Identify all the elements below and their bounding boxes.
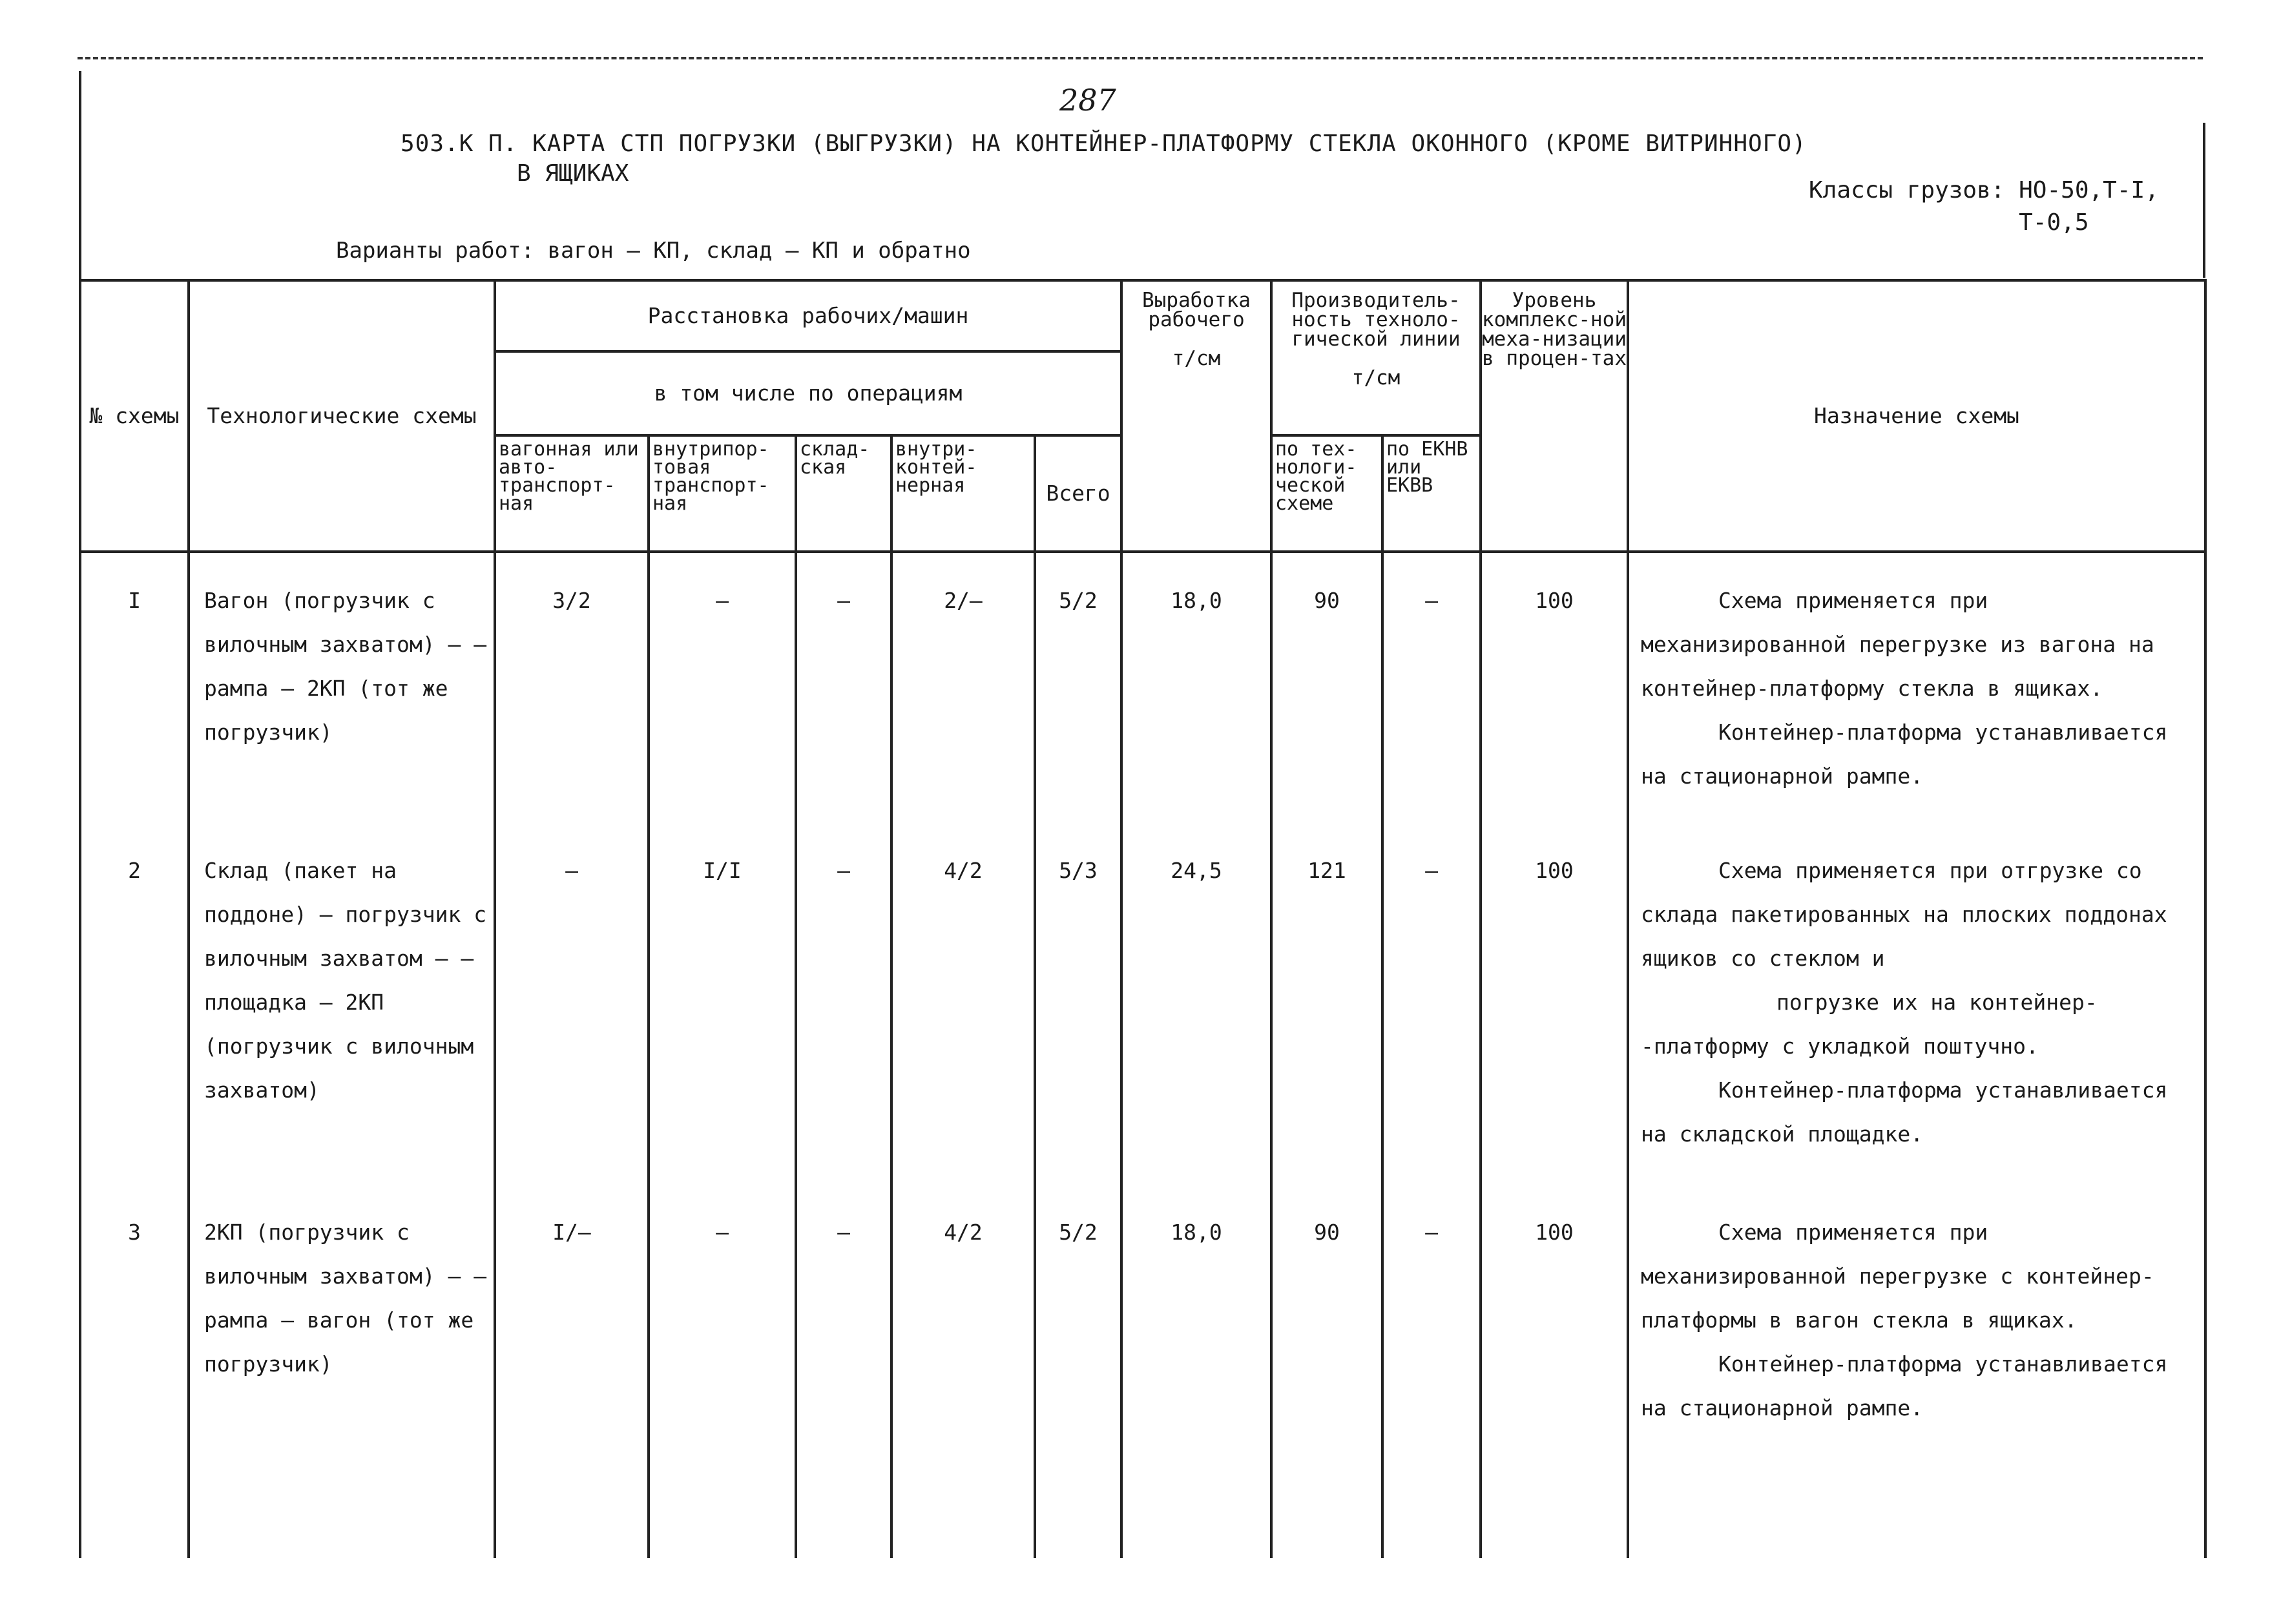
cell-prod-scheme: 90 [1271,1185,1382,1558]
cell-no: 2 [80,823,189,1185]
table-row [80,1185,2205,1558]
cargo-classes-value-1: НО-50,Т-I, [2019,177,2159,203]
cell-prod-scheme: 121 [1271,823,1382,1185]
cell-prod-eknv: – [1382,823,1481,1185]
document-title-line2: В ЯЩИКАХ [517,160,629,187]
cell-output: 24,5 [1121,823,1271,1185]
cell-container: 4/2 [891,823,1035,1185]
cargo-classes [1809,174,2159,239]
cargo-classes-values [2019,174,2159,239]
purpose-text: Контейнер-платформа устанавливается на стационарной рампе. [1641,720,2168,789]
header-output-unit: т/см [1172,347,1221,370]
header-productivity-unit: т/см [1351,366,1401,390]
cell-warehouse: – [796,1185,891,1558]
cell-mech: 100 [1481,1185,1628,1558]
header-op-internal: внутрипор-товая транспорт-ная [649,435,796,552]
cargo-classes-label: Классы грузов: [1809,177,2005,203]
purpose-text: Схема применяется при отгрузке со склада пакетированных на плоских поддонах ящиков со стеклом и [1641,858,2167,971]
cell-prod-scheme: 90 [1271,552,1382,823]
cell-internal: – [649,1185,796,1558]
cell-total: 5/3 [1035,823,1121,1185]
cell-container: 4/2 [891,1185,1035,1558]
header-op-container: внутри-контей-нерная [891,435,1035,552]
header-op-total: Всего [1035,435,1121,552]
header-productivity [1271,280,1481,435]
cell-container: 2/– [891,552,1035,823]
purpose-text: погрузке их на контейнер- [1776,990,2098,1015]
document-title: 503.К П. КАРТА СТП ПОГРУЗКИ (ВЫГРУЗКИ) НА КОНТЕЙНЕР-ПЛАТФОРМУ СТЕКЛА ОКОННОГО (КРОМЕ ВИТРИННОГО) [401,130,1807,157]
header-scheme-no: № схемы [80,280,189,552]
cell-scheme: 2КП (погрузчик с вилочным захватом) – – рампа – вагон (тот же погрузчик) [189,1185,495,1558]
cell-total: 5/2 [1035,552,1121,823]
cell-total: 5/2 [1035,1185,1121,1558]
header-output [1121,280,1271,552]
purpose-text: Схема применяется при механизированной перегрузке с контейнер-платформы в вагон стекла в ящиках. [1641,1220,2154,1333]
cell-prod-eknv: – [1382,1185,1481,1558]
purpose-text: Контейнер-платформа устанавливается на стационарной рампе. [1641,1351,2168,1421]
header-prod-by-eknv: по ЕКНВ или ЕКВВ [1382,435,1481,552]
cell-internal: – [649,552,796,823]
header-output-label: Выработка рабочего [1142,289,1251,331]
table-row [80,823,2205,1185]
cell-output: 18,0 [1121,552,1271,823]
header-mechanization: Уровень комплекс-ной меха-низации в процен-тах [1481,280,1628,552]
cell-mech: 100 [1481,552,1628,823]
page-number: 287 [1059,83,1116,118]
header-prod-by-scheme: по тех-нологи-ческой схеме [1271,435,1382,552]
purpose-text: Контейнер-платформа устанавливается на складской площадке. [1641,1077,2168,1147]
cell-purpose [1628,1185,2205,1558]
cell-wagon: 3/2 [495,552,649,823]
purpose-text: Схема применяется при механизированной перегрузке из вагона на контейнер-платформу стекла в ящиках. [1641,588,2154,701]
header-placement: Расстановка рабочих/машин [495,280,1121,351]
header-productivity-label: Производитель-ность техноло-гической линии [1291,289,1461,351]
cell-no: I [80,552,189,823]
header-op-wagon: вагонная или авто-транспорт-ная [495,435,649,552]
cell-mech: 100 [1481,823,1628,1185]
table-row [80,552,2205,823]
cell-purpose [1628,552,2205,823]
work-variants: Варианты работ: вагон – КП, склад – КП и обратно [336,238,971,264]
cell-output: 18,0 [1121,1185,1271,1558]
cell-scheme: Вагон (погрузчик с вилочным захватом) – – рампа – 2КП (тот же погрузчик) [189,552,495,823]
cargo-classes-value-2: Т-0,5 [2019,209,2089,236]
tech-schemes-table [79,279,2207,1558]
cell-prod-eknv: – [1382,552,1481,823]
right-border-line [2203,123,2205,278]
cell-scheme: Склад (пакет на поддоне) – погрузчик с вилочным захватом – – площадка – 2КП (погрузчик с вилочным захватом) [189,823,495,1185]
header-op-warehouse: склад-ская [796,435,891,552]
cell-internal: I/I [649,823,796,1185]
header-tech-schemes: Технологические схемы [189,280,495,552]
cell-wagon: I/– [495,1185,649,1558]
purpose-text: -платформу с укладкой поштучно. [1641,1034,2039,1059]
cell-no: 3 [80,1185,189,1558]
cell-wagon: – [495,823,649,1185]
top-border-line [78,57,2203,59]
cell-warehouse: – [796,823,891,1185]
cell-purpose [1628,823,2205,1185]
cell-warehouse: – [796,552,891,823]
header-purpose: Назначение схемы [1628,280,2205,552]
header-by-operations: в том числе по операциям [495,351,1121,435]
